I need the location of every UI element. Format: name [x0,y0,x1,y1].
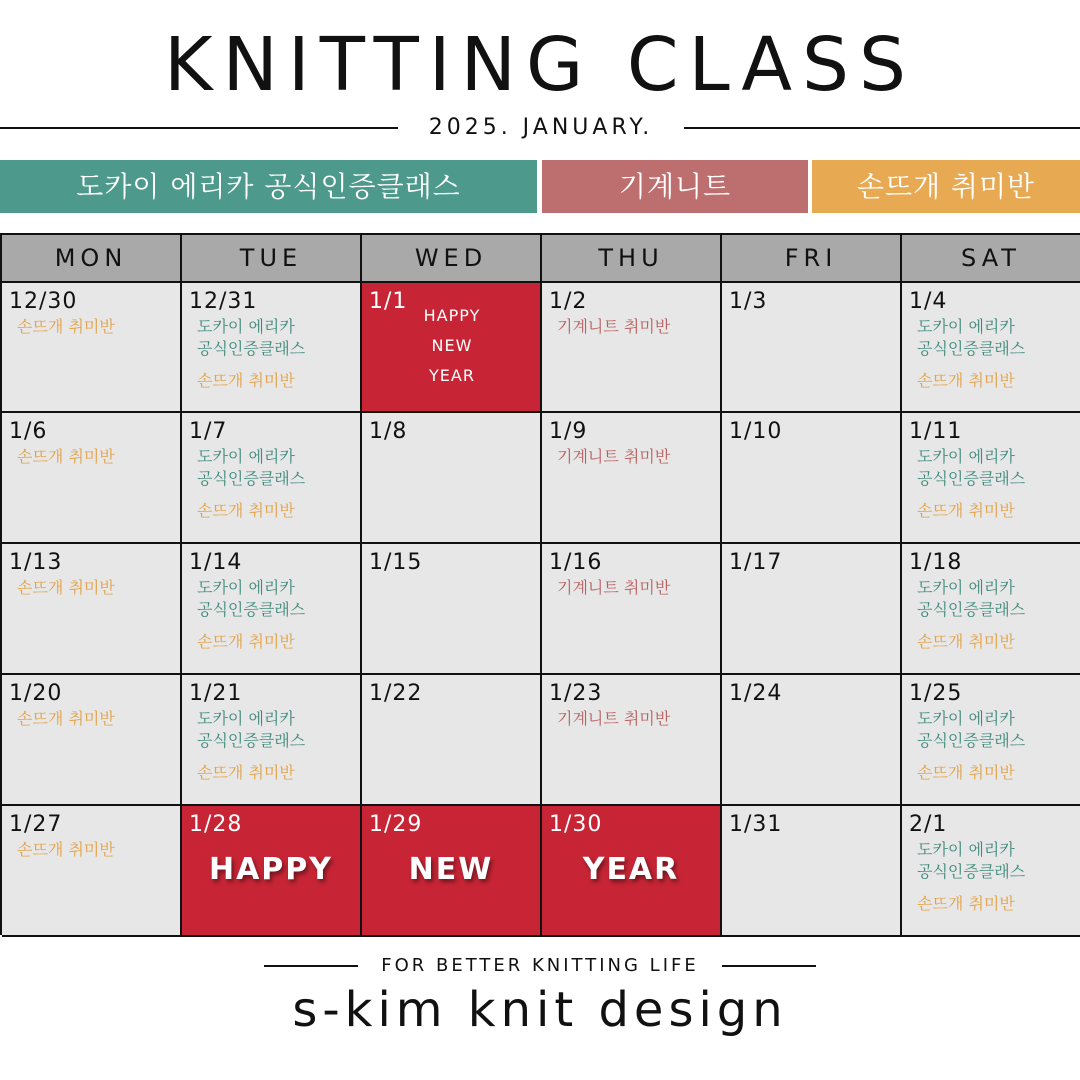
month-subtitle: 2025. JANUARY. [428,115,654,140]
day-date: 1/2 [549,289,588,314]
day-date: 1/31 [729,812,783,837]
greeting-word: YEAR [429,366,475,385]
day-date: 1/13 [9,550,63,575]
event-hand-knit: 손뜨개 취미반 [197,763,295,782]
event-hand-knit: 손뜨개 취미반 [17,840,115,859]
event-erika-class-line2: 공식인증클래스 [917,339,1026,358]
event-erika-class-line2: 공식인증클래스 [917,862,1026,881]
day-cell [2,413,182,544]
event-erika-class-line2: 공식인증클래스 [197,600,306,619]
weekday-header-tue: TUE [182,235,362,283]
event-erika-class: 도카이 에리카 [197,317,295,336]
event-hand-knit: 손뜨개 취미반 [17,578,115,597]
event-erika-class: 도카이 에리카 [197,447,295,466]
day-date: 1/4 [909,289,948,314]
day-date: 1/24 [729,681,783,706]
event-hand-knit: 손뜨개 취미반 [17,317,115,336]
divider-left [0,127,398,129]
event-hand-knit: 손뜨개 취미반 [917,632,1015,651]
event-hand-knit: 손뜨개 취미반 [17,447,115,466]
event-erika-class-line2: 공식인증클래스 [917,469,1026,488]
event-erika-class: 도카이 에리카 [917,840,1015,859]
event-erika-class: 도카이 에리카 [197,709,295,728]
day-cell [902,806,1080,937]
day-date: 1/10 [729,419,783,444]
day-date: 1/16 [549,550,603,575]
weekday-header-thu: THU [542,235,722,283]
weekday-header-wed: WED [362,235,542,283]
event-erika-class: 도카이 에리카 [917,578,1015,597]
day-cell [2,675,182,806]
holiday-banner-word: NEW [408,852,494,887]
tagline-divider-right [722,965,816,967]
day-date: 1/1 [369,289,408,314]
day-cell [2,544,182,675]
event-hand-knit: 손뜨개 취미반 [917,501,1015,520]
event-erika-class-line2: 공식인증클래스 [197,339,306,358]
day-date: 1/21 [189,681,243,706]
legend-rose-machine-knit: 기계니트 [542,160,808,213]
event-erika-class: 도카이 에리카 [917,447,1015,466]
day-date: 1/9 [549,419,588,444]
holiday-banner-word: YEAR [582,852,680,887]
tagline-row [0,952,1080,980]
day-cell [362,283,542,413]
event-hand-knit: 손뜨개 취미반 [917,894,1015,913]
divider-right [684,127,1080,129]
day-date: 1/18 [909,550,963,575]
day-date: 1/27 [9,812,63,837]
greeting-word: HAPPY [423,306,481,325]
day-cell [902,675,1080,806]
calendar-grid [0,233,1080,935]
day-cell [542,283,722,413]
event-erika-class-line2: 공식인증클래스 [197,731,306,750]
day-date: 2/1 [909,812,948,837]
day-cell [2,806,182,937]
day-date: 1/29 [369,812,423,837]
day-cell [902,283,1080,413]
event-machine-knit: 기계니트 취미반 [557,317,671,336]
day-date: 1/22 [369,681,423,706]
greeting-word: NEW [431,336,473,355]
day-cell [362,544,542,675]
day-cell [722,283,902,413]
new-year-greeting [420,301,484,391]
tagline-divider-left [264,965,358,967]
day-cell [542,806,722,937]
day-cell [182,413,362,544]
weekday-header-mon: MON [2,235,182,283]
weekday-header-sat: SAT [902,235,1080,283]
day-date: 1/3 [729,289,768,314]
day-date: 1/14 [189,550,243,575]
day-date: 1/25 [909,681,963,706]
day-cell [542,675,722,806]
event-machine-knit: 기계니트 취미반 [557,578,671,597]
day-cell [2,283,182,413]
day-cell [362,413,542,544]
day-cell [902,413,1080,544]
day-cell [902,544,1080,675]
day-cell [362,675,542,806]
day-date: 1/20 [9,681,63,706]
holiday-banner-word: HAPPY [208,852,334,887]
event-erika-class: 도카이 에리카 [197,578,295,597]
event-hand-knit: 손뜨개 취미반 [197,371,295,390]
event-hand-knit: 손뜨개 취미반 [917,371,1015,390]
event-erika-class-line2: 공식인증클래스 [197,469,306,488]
day-cell [722,413,902,544]
day-date: 12/30 [9,289,78,314]
event-machine-knit: 기계니트 취미반 [557,447,671,466]
day-cell [722,806,902,937]
event-machine-knit: 기계니트 취미반 [557,709,671,728]
day-date: 1/28 [189,812,243,837]
legend-teal-erika-class: 도카이 에리카 공식인증클래스 [0,160,537,213]
event-hand-knit: 손뜨개 취미반 [197,501,295,520]
day-date: 1/23 [549,681,603,706]
day-cell [182,806,362,937]
day-date: 12/31 [189,289,258,314]
event-erika-class: 도카이 에리카 [917,317,1015,336]
event-erika-class: 도카이 에리카 [917,709,1015,728]
day-cell [722,675,902,806]
day-cell [542,413,722,544]
event-hand-knit: 손뜨개 취미반 [917,763,1015,782]
day-cell [362,806,542,937]
day-date: 1/6 [9,419,48,444]
subtitle-row [0,112,1080,144]
tagline: FOR BETTER KNITTING LIFE [381,955,699,976]
day-date: 1/7 [189,419,228,444]
day-date: 1/8 [369,419,408,444]
event-erika-class-line2: 공식인증클래스 [917,731,1026,750]
page-title: KNITTING CLASS [163,22,917,108]
day-date: 1/15 [369,550,423,575]
day-date: 1/11 [909,419,963,444]
day-cell [182,544,362,675]
day-cell [722,544,902,675]
event-erika-class-line2: 공식인증클래스 [917,600,1026,619]
event-hand-knit: 손뜨개 취미반 [17,709,115,728]
day-date: 1/30 [549,812,603,837]
brand-logo-text: s-kim knit design [292,982,788,1038]
legend-gold-hand-knit: 손뜨개 취미반 [812,160,1080,213]
day-cell [542,544,722,675]
event-hand-knit: 손뜨개 취미반 [197,632,295,651]
weekday-header-fri: FRI [722,235,902,283]
day-cell [182,675,362,806]
day-date: 1/17 [729,550,783,575]
day-cell [182,283,362,413]
